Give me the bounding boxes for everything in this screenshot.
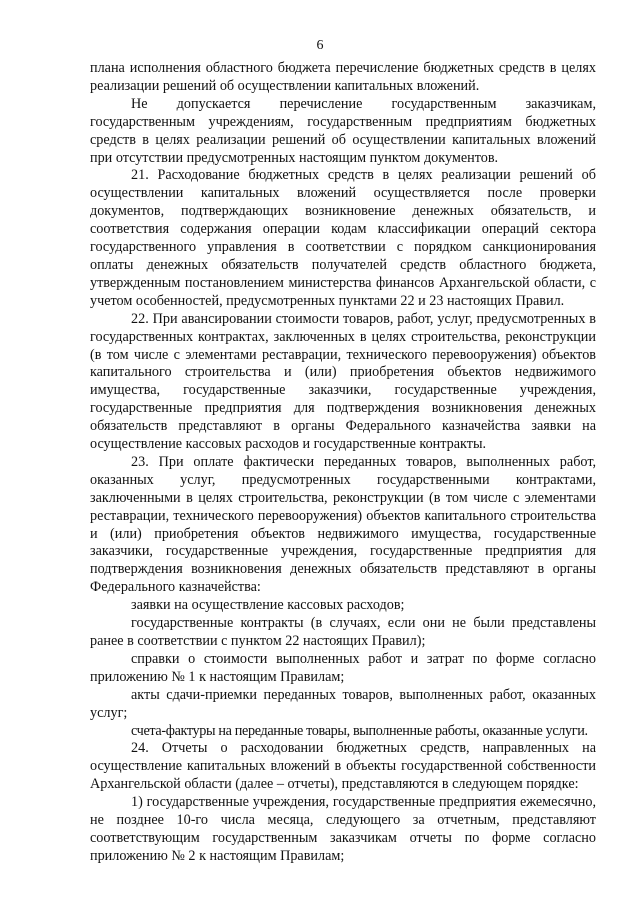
- paragraph-clause-21: 21. Расходование бюджетных средств в целях реализации решений об осуществлении капитальных вложений осуществляется после проверки документов, подтверждающих возникновение денежных обязательств, и соответствия содержания операции кодам классификации операций сектора государственного управления в соответствии с порядком санкционирования оплаты денежных обязательств получателей средств областного бюджета, утвержденным постановлением министерства финансов Архангельской области, с учетом особенностей, предусмотренных пунктами 22 и 23 настоящих Правил.: [90, 167, 596, 309]
- paragraph-prohibition: Не допускается перечисление государственным заказчикам, государственным учреждениям, государственным предприятиям бюджетных средств в целях реализации решений об осуществлении капитальных вложений при отсутствии предусмотренных настоящим пунктом документов.: [90, 95, 596, 166]
- list-item-contracts: государственные контракты (в случаях, если они не были представлены ранее в соответствии с пунктом 22 настоящих Правил);: [90, 615, 596, 649]
- list-item-cost-statements: справки о стоимости выполненных работ и затрат по форме согласно приложению № 1 к настоящим Правилам;: [90, 650, 596, 685]
- paragraph-clause-24: 24. Отчеты о расходовании бюджетных средств, направленных на осуществление капитальных вложений в объекты государственной собственности Архангельской области (далее – отчеты), представляются в следующем порядке:: [90, 740, 596, 793]
- list-item-requests: заявки на осуществление кассовых расходов;: [131, 597, 405, 614]
- document-body: [90, 60, 596, 866]
- list-item-acceptance-acts: акты сдачи-приемки переданных товаров, выполненных работ, оказанных услуг;: [90, 686, 596, 721]
- list-item-invoices: счета-фактуры на переданные товары, выполненные работы, оказанные услуги.: [131, 722, 588, 739]
- paragraph-clause-22: 22. При авансировании стоимости товаров, работ, услуг, предусмотренных в государственных контрактах, заключенных в целях строительства, реконструкции (в том числе с элементами реставрации, технического перевооружения) объектов капитального строительства и (или) приобретения объектов недвижимого имущества, государственные заказчики, государственные учреждения, государственные предприятия для подтверждения возникновения денежных обязательств представляют в органы Федерального казначейства заявки на осуществление кассовых расходов и государственные контракты.: [90, 310, 596, 453]
- paragraph-continuation: плана исполнения областного бюджета перечисление бюджетных средств в целях реализации решений об осуществлении капитальных вложений.: [90, 60, 596, 94]
- paragraph-clause-24-item-1: 1) государственные учреждения, государственные предприятия ежемесячно, не позднее 10-го числа месяца, следующего за отчетным, представляют соответствующим государственным заказчикам отчеты по форме согласно приложению № 2 к настоящим Правилам;: [90, 794, 596, 864]
- paragraph-clause-23: 23. При оплате фактически переданных товаров, выполненных работ, оказанных услуг, предусмотренных государственными контрактами, заключенными в целях строительства, реконструкции (в том числе с элементами реставрации, технического перевооружения) объектов капитального строительства и (или) приобретения объектов недвижимого имущества, государственные заказчики, государственные учреждения, государственные предприятия для подтверждения возникновения денежных обязательств представляют в органы Федерального казначейства:: [90, 453, 596, 596]
- page-number: 6: [316, 38, 324, 53]
